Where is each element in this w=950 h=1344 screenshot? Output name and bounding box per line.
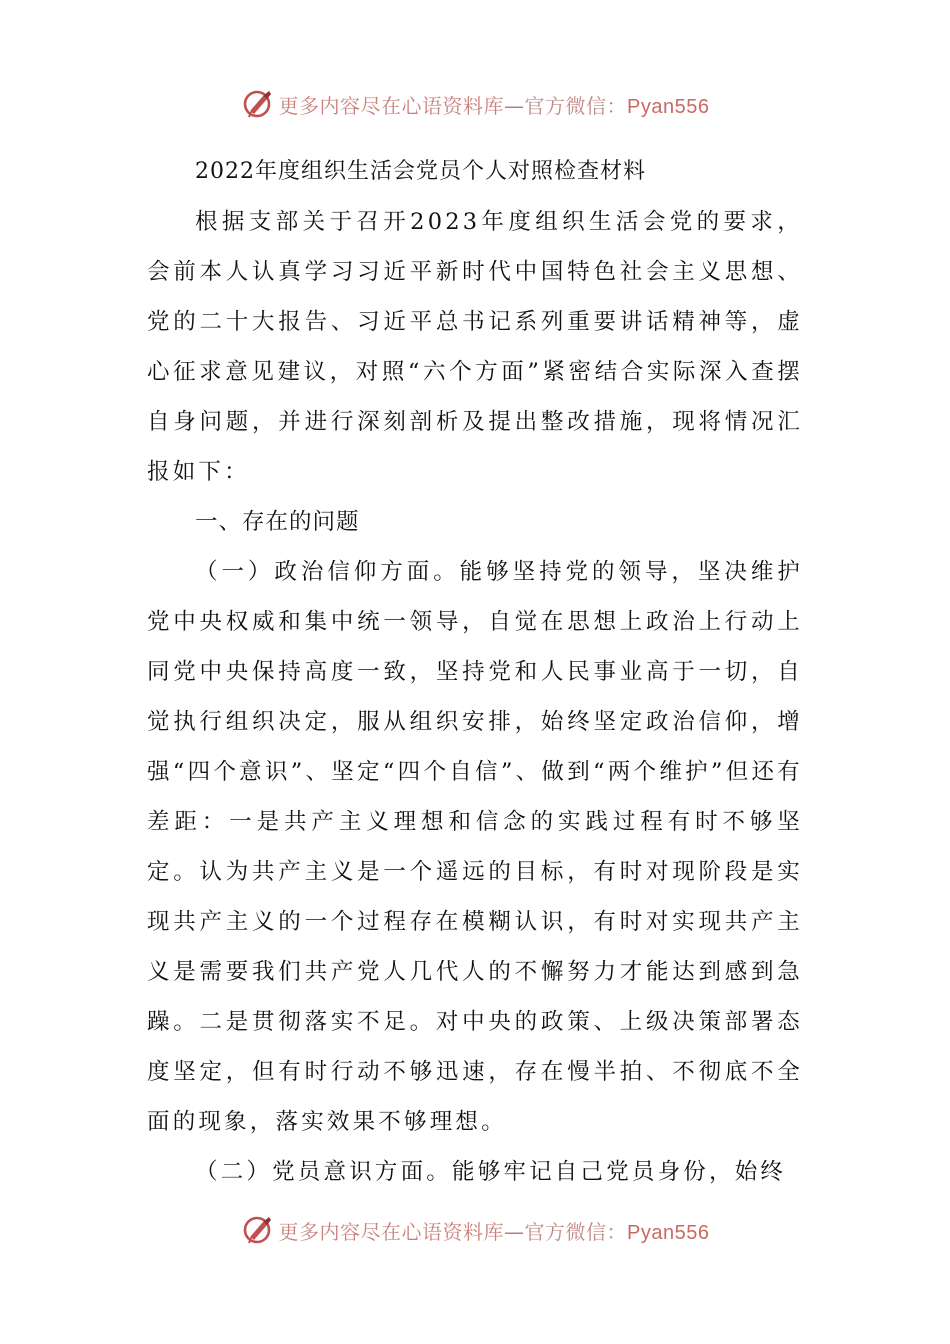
intro-paragraph: 根据支部关于召开2023年度组织生活会党的要求，会前本人认真学习习近平新时代中国特色社会主义思想、党的二十大报告、习近平总书记系列重要讲话精神等，虚心征求意见建议，对照“六个方面”紧密结合实际深入查摆自身问题，并进行深刻剖析及提出整改措施，现将情况汇报如下： [147, 209, 803, 485]
watermark-wechat-id: Pyan556 [627, 1221, 710, 1244]
watermark-text [279, 90, 710, 119]
watermark-dash: — [504, 93, 525, 118]
watermark-logo-icon [241, 1213, 275, 1247]
watermark-official-label: 官方微信： [524, 1219, 628, 1244]
document-body [147, 147, 803, 1197]
watermark-logo-icon [241, 87, 275, 121]
watermark-text [279, 1216, 710, 1245]
item-party-awareness: （二）党员意识方面。能够牢记自己党员身份，始终 [195, 1159, 787, 1185]
watermark-dash: — [504, 1219, 525, 1244]
watermark-brand: 更多内容尽在心语资料库 [278, 93, 505, 118]
item-political-belief: （一）政治信仰方面。能够坚持党的领导，坚决维护党中央权威和集中统一领导，自觉在思想上政治上行动上同党中央保持高度一致，坚持党和人民事业高于一切，自觉执行组织决定，服从组织安排，始终坚定政治信仰，增强“四个意识”、坚定“四个自信”、做到“两个维护”但还有差距：一是共产主义理想和信念的实践过程有时不够坚定。认为共产主义是一个遥远的目标，有时对现阶段是实现共产主义的一个过程存在模糊认识，有时对实现共产主义是需要我们共产党人几代人的不懈努力才能达到感到急躁。二是贯彻落实不足。对中央的政策、上级决策部署态度坚定，但有时行动不够迅速，存在慢半拍、不彻底不全面的现象，落实效果不够理想。 [147, 559, 803, 1135]
section-heading-problems: 一、存在的问题 [195, 509, 360, 535]
watermark-header [0, 84, 950, 124]
watermark-brand: 更多内容尽在心语资料库 [278, 1219, 505, 1244]
watermark-wechat-id: Pyan556 [627, 95, 710, 118]
watermark-footer [0, 1210, 950, 1250]
document-title: 2022年度组织生活会党员个人对照检查材料 [195, 159, 646, 184]
watermark-official-label: 官方微信： [524, 93, 628, 118]
